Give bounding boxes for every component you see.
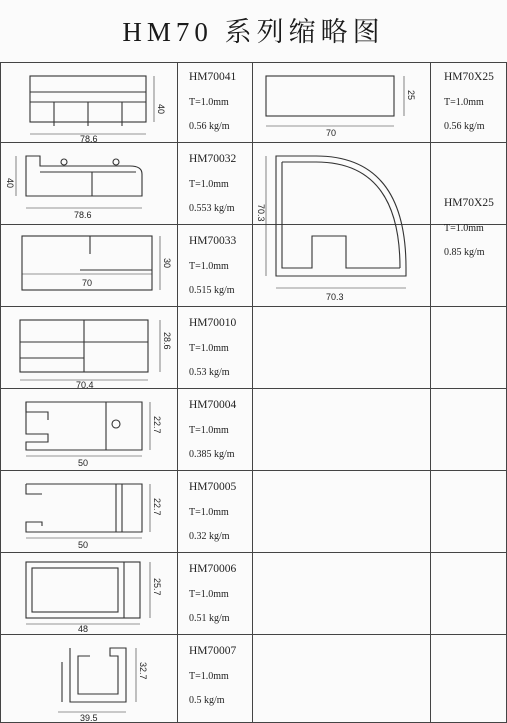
profile-thickness: T=1.0mm — [189, 260, 229, 272]
profile-thickness: T=1.0mm — [444, 222, 484, 234]
spec-block — [189, 236, 236, 296]
dim-height: 30 — [162, 258, 172, 269]
profile-drawing — [4, 146, 174, 224]
dim-height: 25.7 — [152, 578, 162, 596]
profile-weight: 0.385 kg/m — [189, 448, 235, 460]
page-title: HM70 系列缩略图 — [122, 16, 385, 47]
profile-code: HM70005 — [189, 481, 237, 493]
spec-block — [189, 646, 236, 706]
profile-drawing — [18, 558, 174, 634]
profile-weight: 0.56 kg/m — [189, 120, 230, 132]
spec-block — [444, 198, 494, 258]
profile-weight: 0.5 kg/m — [189, 694, 225, 706]
dim-height: 70.3 — [256, 204, 266, 222]
profile-code: HM70033 — [189, 235, 237, 247]
dim-width: 50 — [78, 540, 89, 550]
dim-height: 25 — [406, 90, 416, 101]
dim-width: 70.3 — [326, 292, 344, 302]
profile-weight: 0.56 kg/m — [444, 120, 485, 132]
spec-block — [189, 154, 236, 214]
profile-thickness: T=1.0mm — [189, 506, 229, 518]
dim-height: 40 — [5, 178, 15, 189]
spec-block — [189, 72, 236, 132]
profile-drawing — [18, 476, 174, 552]
profile-code: HM70010 — [189, 317, 237, 329]
profile-thickness: T=1.0mm — [189, 670, 229, 682]
spec-block — [189, 482, 236, 542]
profile-code: HM70007 — [189, 645, 237, 657]
profile-weight: 0.51 kg/m — [189, 612, 230, 624]
profile-thickness: T=1.0mm — [189, 424, 229, 436]
profile-grid — [0, 62, 507, 723]
dim-height: 28.6 — [162, 332, 172, 350]
dim-width: 70 — [326, 128, 337, 138]
dim-width: 70.4 — [76, 380, 94, 388]
profile-code: HM70006 — [189, 563, 237, 575]
dim-height: 40 — [156, 104, 166, 115]
profile-weight: 0.553 kg/m — [189, 202, 235, 214]
profile-thickness: T=1.0mm — [189, 178, 229, 190]
profile-weight: 0.32 kg/m — [189, 530, 230, 542]
spec-block — [189, 564, 236, 624]
profile-thickness: T=1.0mm — [444, 96, 484, 108]
dim-width: 78.6 — [80, 134, 98, 142]
profile-code: HM70X25 — [444, 197, 494, 209]
spec-block — [444, 72, 494, 132]
profile-drawing — [14, 66, 174, 142]
profile-drawing — [14, 230, 174, 304]
profile-weight: 0.53 kg/m — [189, 366, 230, 378]
profile-drawing — [18, 394, 174, 470]
profile-code: HM70041 — [189, 71, 237, 83]
dim-height: 32.7 — [138, 662, 148, 680]
dim-width: 50 — [78, 458, 89, 468]
dim-height: 22.7 — [152, 498, 162, 516]
profile-drawing — [256, 148, 428, 306]
profile-thickness: T=1.0mm — [189, 96, 229, 108]
dim-width: 39.5 — [80, 713, 98, 722]
profile-code: HM70X25 — [444, 71, 494, 83]
profile-thickness: T=1.0mm — [189, 342, 229, 354]
profile-code: HM70004 — [189, 399, 237, 411]
dim-width: 70 — [82, 278, 93, 288]
dim-width: 48 — [78, 624, 89, 634]
profile-drawing — [14, 312, 174, 388]
dim-width: 78.6 — [74, 210, 92, 220]
profile-weight: 0.515 kg/m — [189, 284, 235, 296]
spec-block — [189, 400, 236, 460]
spec-block — [189, 318, 236, 378]
dim-height: 22.7 — [152, 416, 162, 434]
profile-code: HM70032 — [189, 153, 237, 165]
profile-weight: 0.85 kg/m — [444, 246, 485, 258]
profile-thickness: T=1.0mm — [189, 588, 229, 600]
profile-drawing — [40, 640, 174, 722]
profile-drawing — [258, 70, 428, 140]
